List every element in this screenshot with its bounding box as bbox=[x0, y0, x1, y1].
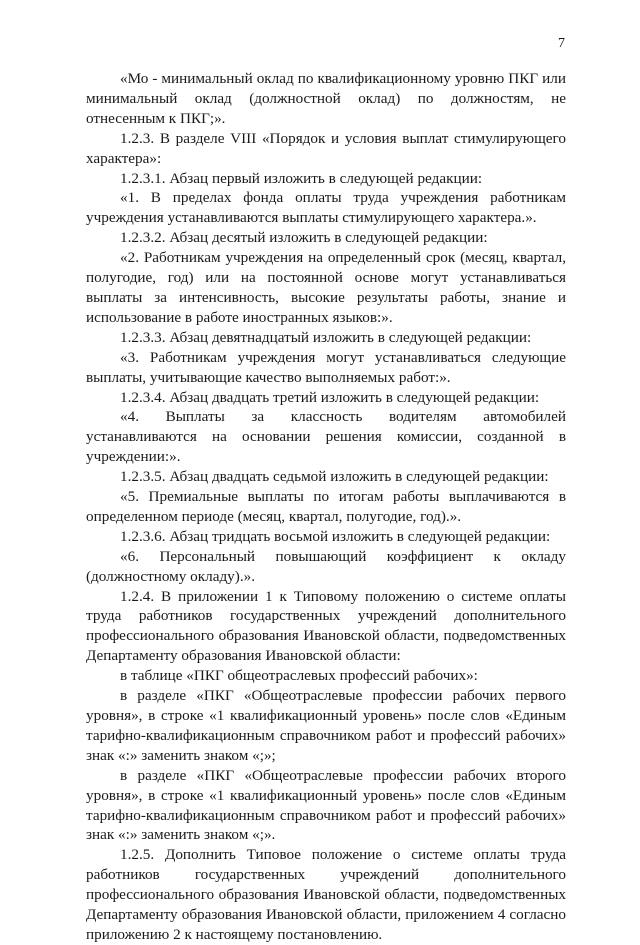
paragraph-1-2-3-5: 1.2.3.5. Абзац двадцать седьмой изложить в следующей редакции: bbox=[120, 468, 549, 486]
paragraph-1-2-3-1: 1.2.3.1. Абзац первый изложить в следующей редакции: bbox=[120, 169, 483, 187]
paragraph-quote-5: «5. Премиальные выплаты по итогам работы выплачиваются в определенном периоде (месяц, квартал, полугодие, год).». bbox=[86, 488, 566, 525]
paragraph-1-2-3-3: 1.2.3.3. Абзац девятнадцатый изложить в следующей редакции: bbox=[120, 328, 532, 346]
paragraph-quote-3: «3. Работникам учреждения могут устанавливаться следующие выплаты, учитывающие качество выполняемых работ:». bbox=[86, 348, 566, 386]
page-number: 7 bbox=[558, 36, 565, 51]
paragraph-quote-1: «1. В пределах фонда оплаты труда учреждения работникам учреждения устанавливаются выплаты стимулирующего характера.». bbox=[86, 189, 566, 227]
paragraph-formula-definition: «Мо - минимальный оклад по квалификационному уровню ПКГ или минимальный оклад (должностной оклад) по должностям, не отнесенным к ПКГ;». bbox=[86, 70, 566, 127]
paragraph-quote-6: «6. Персональный повышающий коэффициент к окладу (должностному окладу).». bbox=[86, 547, 566, 585]
paragraph-1-2-5: 1.2.5. Дополнить Типовое положение о системе оплаты труда работников государственных учреждений дополнительного профессионального образования Ивановской области, подведомственных Департаменту образования Ивановской области, приложением 4 согласно приложению 2 к настоящему постановлению. bbox=[86, 846, 566, 943]
paragraph-1-2-3-2: 1.2.3.2. Абзац десятый изложить в следующей редакции: bbox=[120, 229, 488, 247]
paragraph-section-second-level: в разделе «ПКГ «Общеотраслевые профессии рабочих второго уровня», в строке «1 квалификационный уровень» после слов «Единым тарифно-квалификационным справочником работ и профессий рабочих» знак «:» заменить знаком «;». bbox=[86, 766, 566, 844]
paragraph-quote-4: «4. Выплаты за классность водителям автомобилей устанавливаются на основании решения комиссии, созданной в учреждении:». bbox=[86, 408, 566, 466]
paragraph-section-first-level: в разделе «ПКГ «Общеотраслевые профессии рабочих первого уровня», в строке «1 квалификационный уровень» после слов «Единым тарифно-квалификационным справочником работ и профессий рабочих» знак «:» заменить знаком «;»; bbox=[86, 687, 566, 764]
paragraph-quote-2: «2. Работникам учреждения на определенный срок (месяц, квартал, полугодие, год) или на постоянной основе могут устанавливаться выплаты за интенсивность, высокие результаты работы, знание и использование в работе иностранных языков:». bbox=[86, 249, 566, 326]
paragraph-1-2-3-6: 1.2.3.6. Абзац тридцать восьмой изложить в следующей редакции: bbox=[120, 527, 551, 545]
paragraph-table-reference: в таблице «ПКГ общеотраслевых профессий рабочих»: bbox=[120, 667, 478, 685]
paragraph-1-2-3: 1.2.3. В разделе VIII «Порядок и условия выплат стимулирующего характера»: bbox=[86, 129, 566, 167]
document-body bbox=[86, 69, 566, 945]
paragraph-1-2-4: 1.2.4. В приложении 1 к Типовому положению о системе оплаты труда работников государственных учреждений дополнительного профессионального образования Ивановской области, подведомственных Департаменту образования Ивановской области: bbox=[86, 587, 566, 665]
paragraph-1-2-3-4: 1.2.3.4. Абзац двадцать третий изложить в следующей редакции: bbox=[120, 388, 540, 406]
